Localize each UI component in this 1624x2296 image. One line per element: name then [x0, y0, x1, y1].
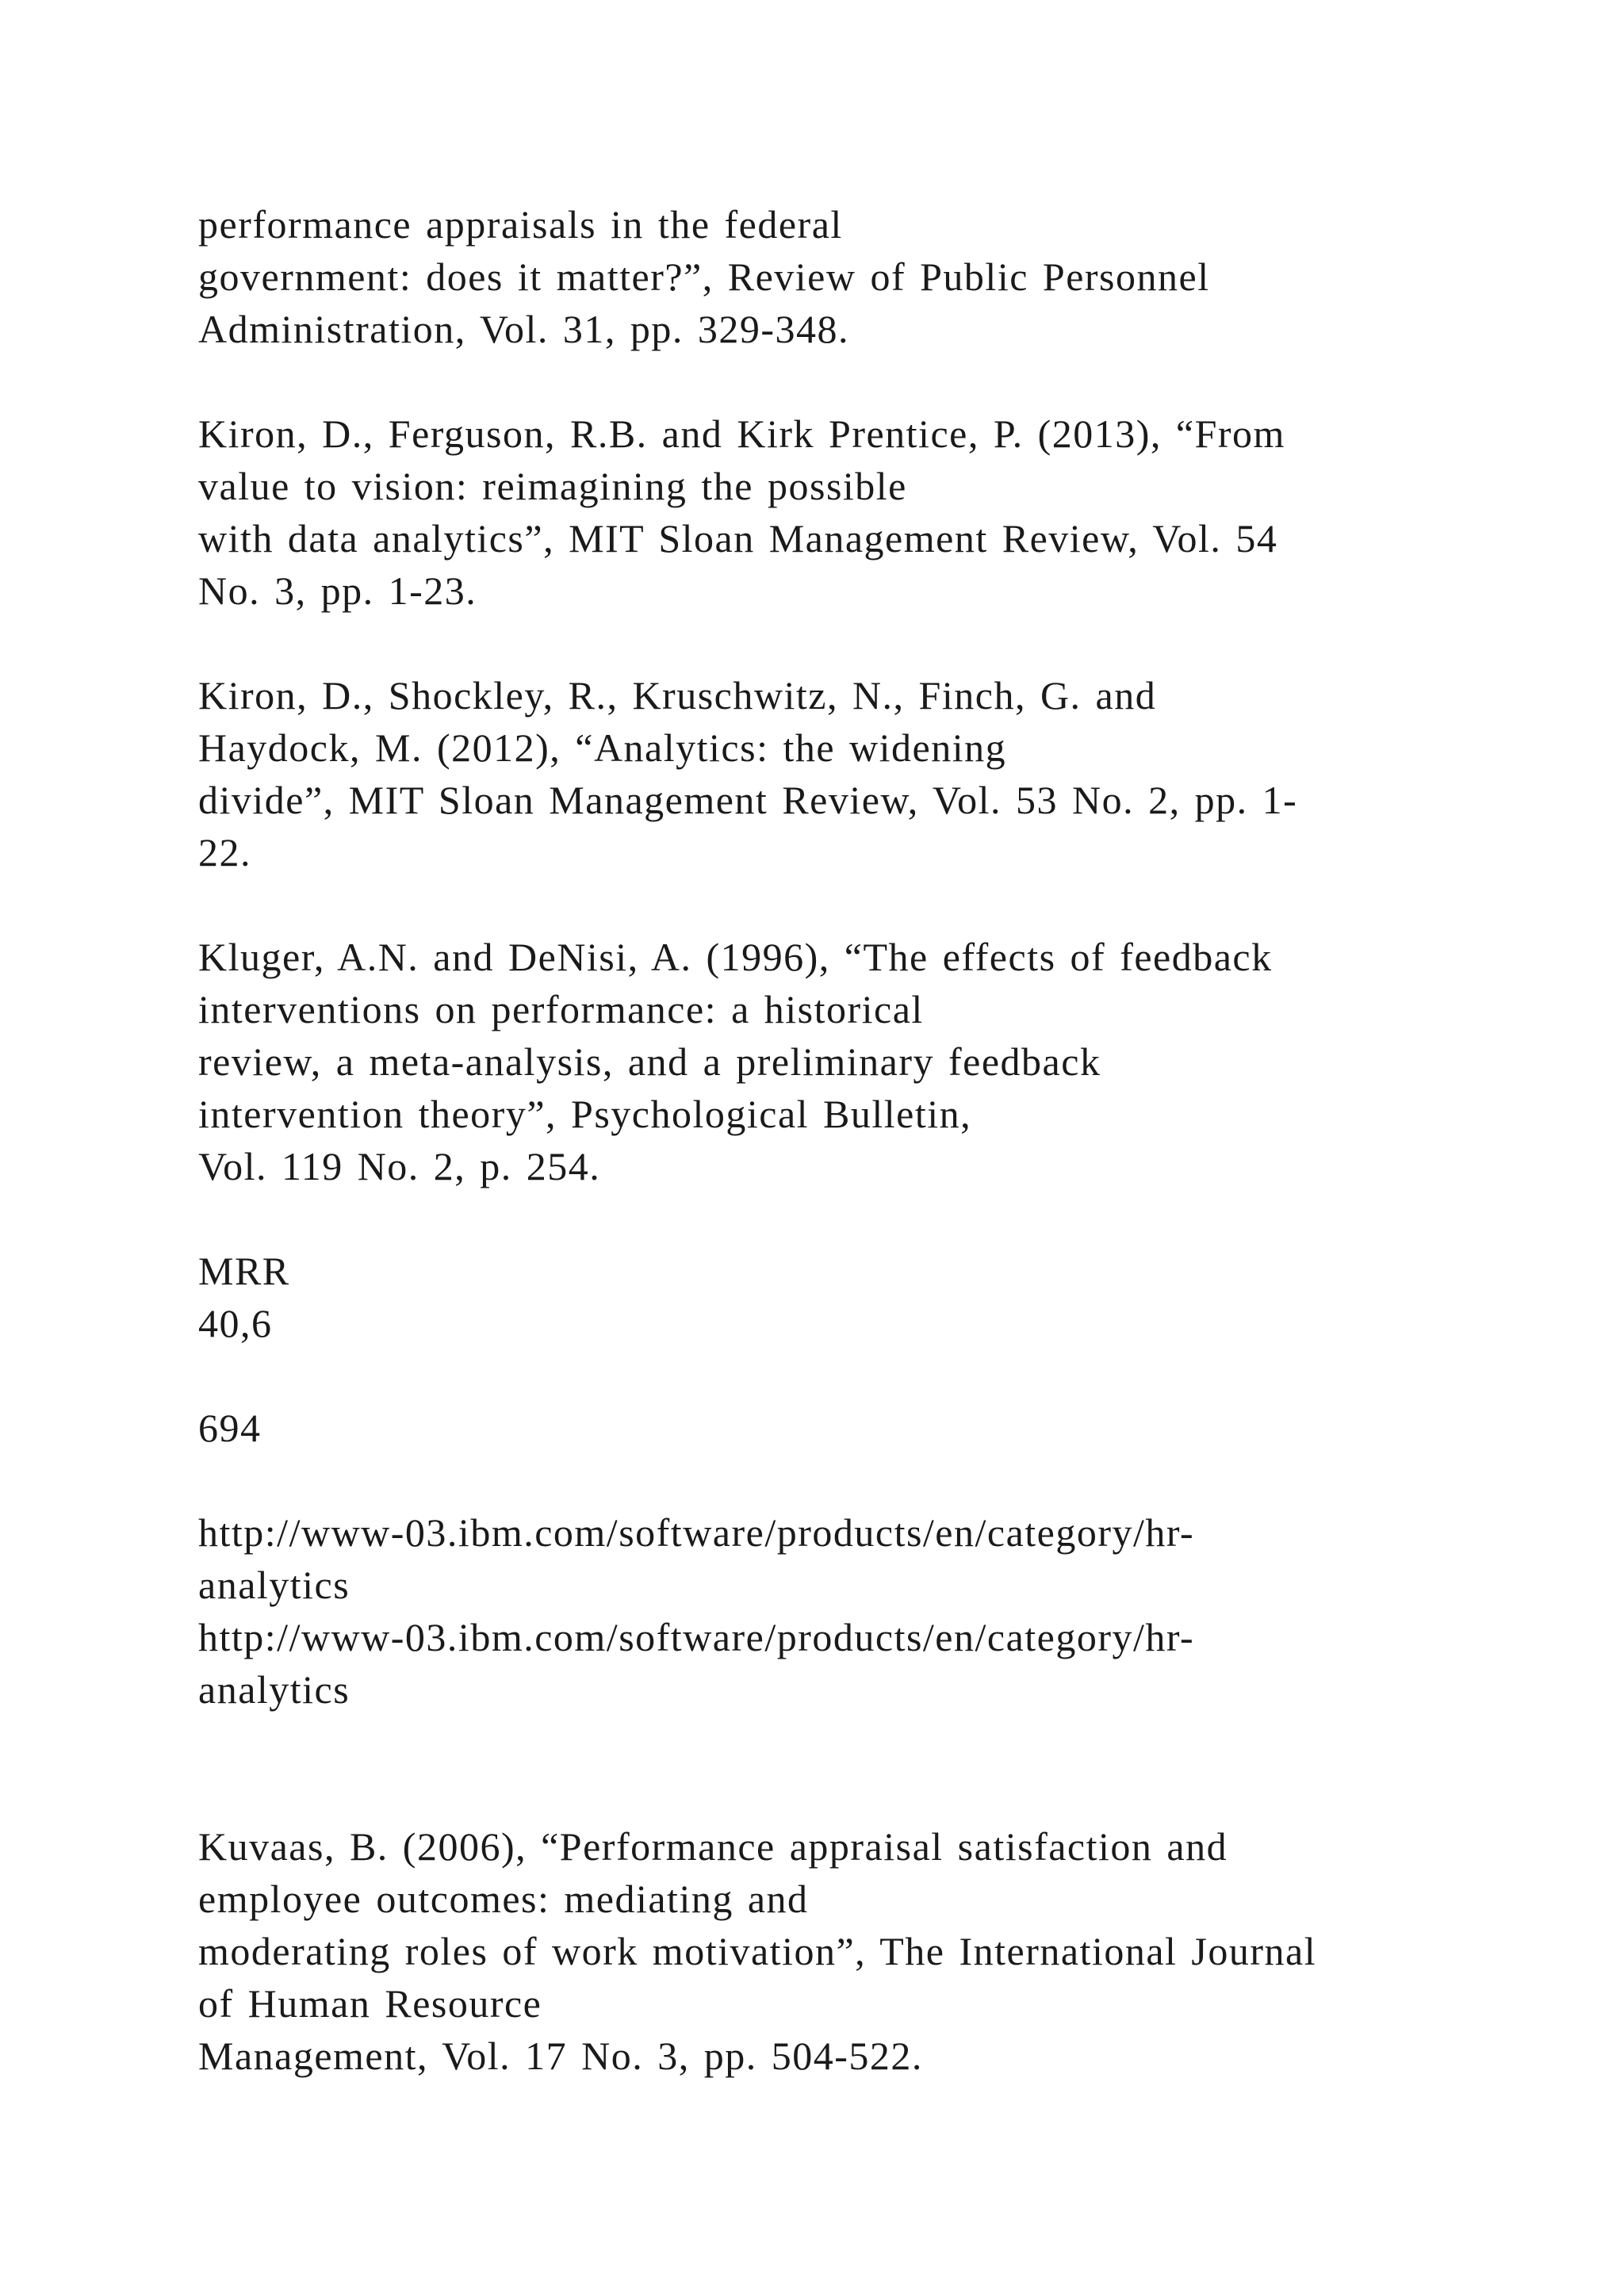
reference-line: Haydock, M. (2012), “Analytics: the widening [198, 725, 1007, 770]
reference-line: review, a meta-analysis, and a preliminary feedback [198, 1039, 1101, 1084]
reference-line: Vol. 119 No. 2, p. 254. [198, 1144, 601, 1188]
paragraph-spacer [198, 1349, 1483, 1402]
paragraph-spacer [198, 617, 1483, 669]
paragraph-spacer [198, 1454, 1483, 1506]
reference-line: interventions on performance: a historical [198, 987, 924, 1031]
reference-line: Management, Vol. 17 No. 3, pp. 504-522. [198, 2034, 923, 2078]
reference-entry [198, 669, 1483, 878]
link-text[interactable]: analytics [198, 1667, 350, 1712]
reference-line: with data analytics”, MIT Sloan Management Review, Vol. 54 [198, 516, 1278, 561]
reference-entry [198, 1820, 1483, 2082]
reference-entry [198, 198, 1483, 355]
paragraph-spacer [198, 355, 1483, 408]
reference-line: performance appraisals in the federal [198, 202, 843, 247]
reference-line: Kuvaas, B. (2006), “Performance appraisal satisfaction and [198, 1824, 1228, 1869]
reference-line: moderating roles of work motivation”, The International Journal [198, 1929, 1317, 1973]
reference-line: No. 3, pp. 1-23. [198, 568, 477, 613]
paragraph-spacer [198, 878, 1483, 931]
paragraph-spacer [198, 1192, 1483, 1245]
reference-entry [198, 931, 1483, 1192]
link-block [198, 1506, 1483, 1716]
paragraph-spacer [198, 1716, 1483, 1820]
reference-line: government: does it matter?”, Review of Public Personnel [198, 254, 1210, 299]
reference-line: employee outcomes: mediating and [198, 1877, 809, 1921]
reference-line: Kluger, A.N. and DeNisi, A. (1996), “The effects of feedback [198, 935, 1273, 979]
reference-line: divide”, MIT Sloan Management Review, Vol. 53 No. 2, pp. 1- [198, 778, 1298, 822]
reference-line: 22. [198, 830, 251, 874]
reference-entry [198, 408, 1483, 617]
reference-line: Kiron, D., Ferguson, R.B. and Kirk Prentice, P. (2013), “From [198, 411, 1285, 456]
link-text[interactable]: http://www-03.ibm.com/software/products/en/category/hr- [198, 1510, 1195, 1555]
link-text[interactable]: http://www-03.ibm.com/software/products/en/category/hr- [198, 1615, 1195, 1659]
page-number-text: 694 [198, 1406, 262, 1450]
reference-line: intervention theory”, Psychological Bulletin, [198, 1092, 972, 1136]
reference-line: Kiron, D., Shockley, R., Kruschwitz, N., Finch, G. and [198, 673, 1157, 718]
page-number [198, 1402, 1483, 1454]
journal-marker [198, 1245, 1483, 1349]
journal-volume: 40,6 [198, 1301, 273, 1345]
reference-line: of Human Resource [198, 1981, 542, 2026]
reference-line: Administration, Vol. 31, pp. 329-348. [198, 307, 850, 351]
reference-line: value to vision: reimagining the possible [198, 464, 907, 508]
link-text[interactable]: analytics [198, 1563, 350, 1607]
journal-code: MRR [198, 1249, 290, 1293]
document-page [198, 198, 1483, 2082]
